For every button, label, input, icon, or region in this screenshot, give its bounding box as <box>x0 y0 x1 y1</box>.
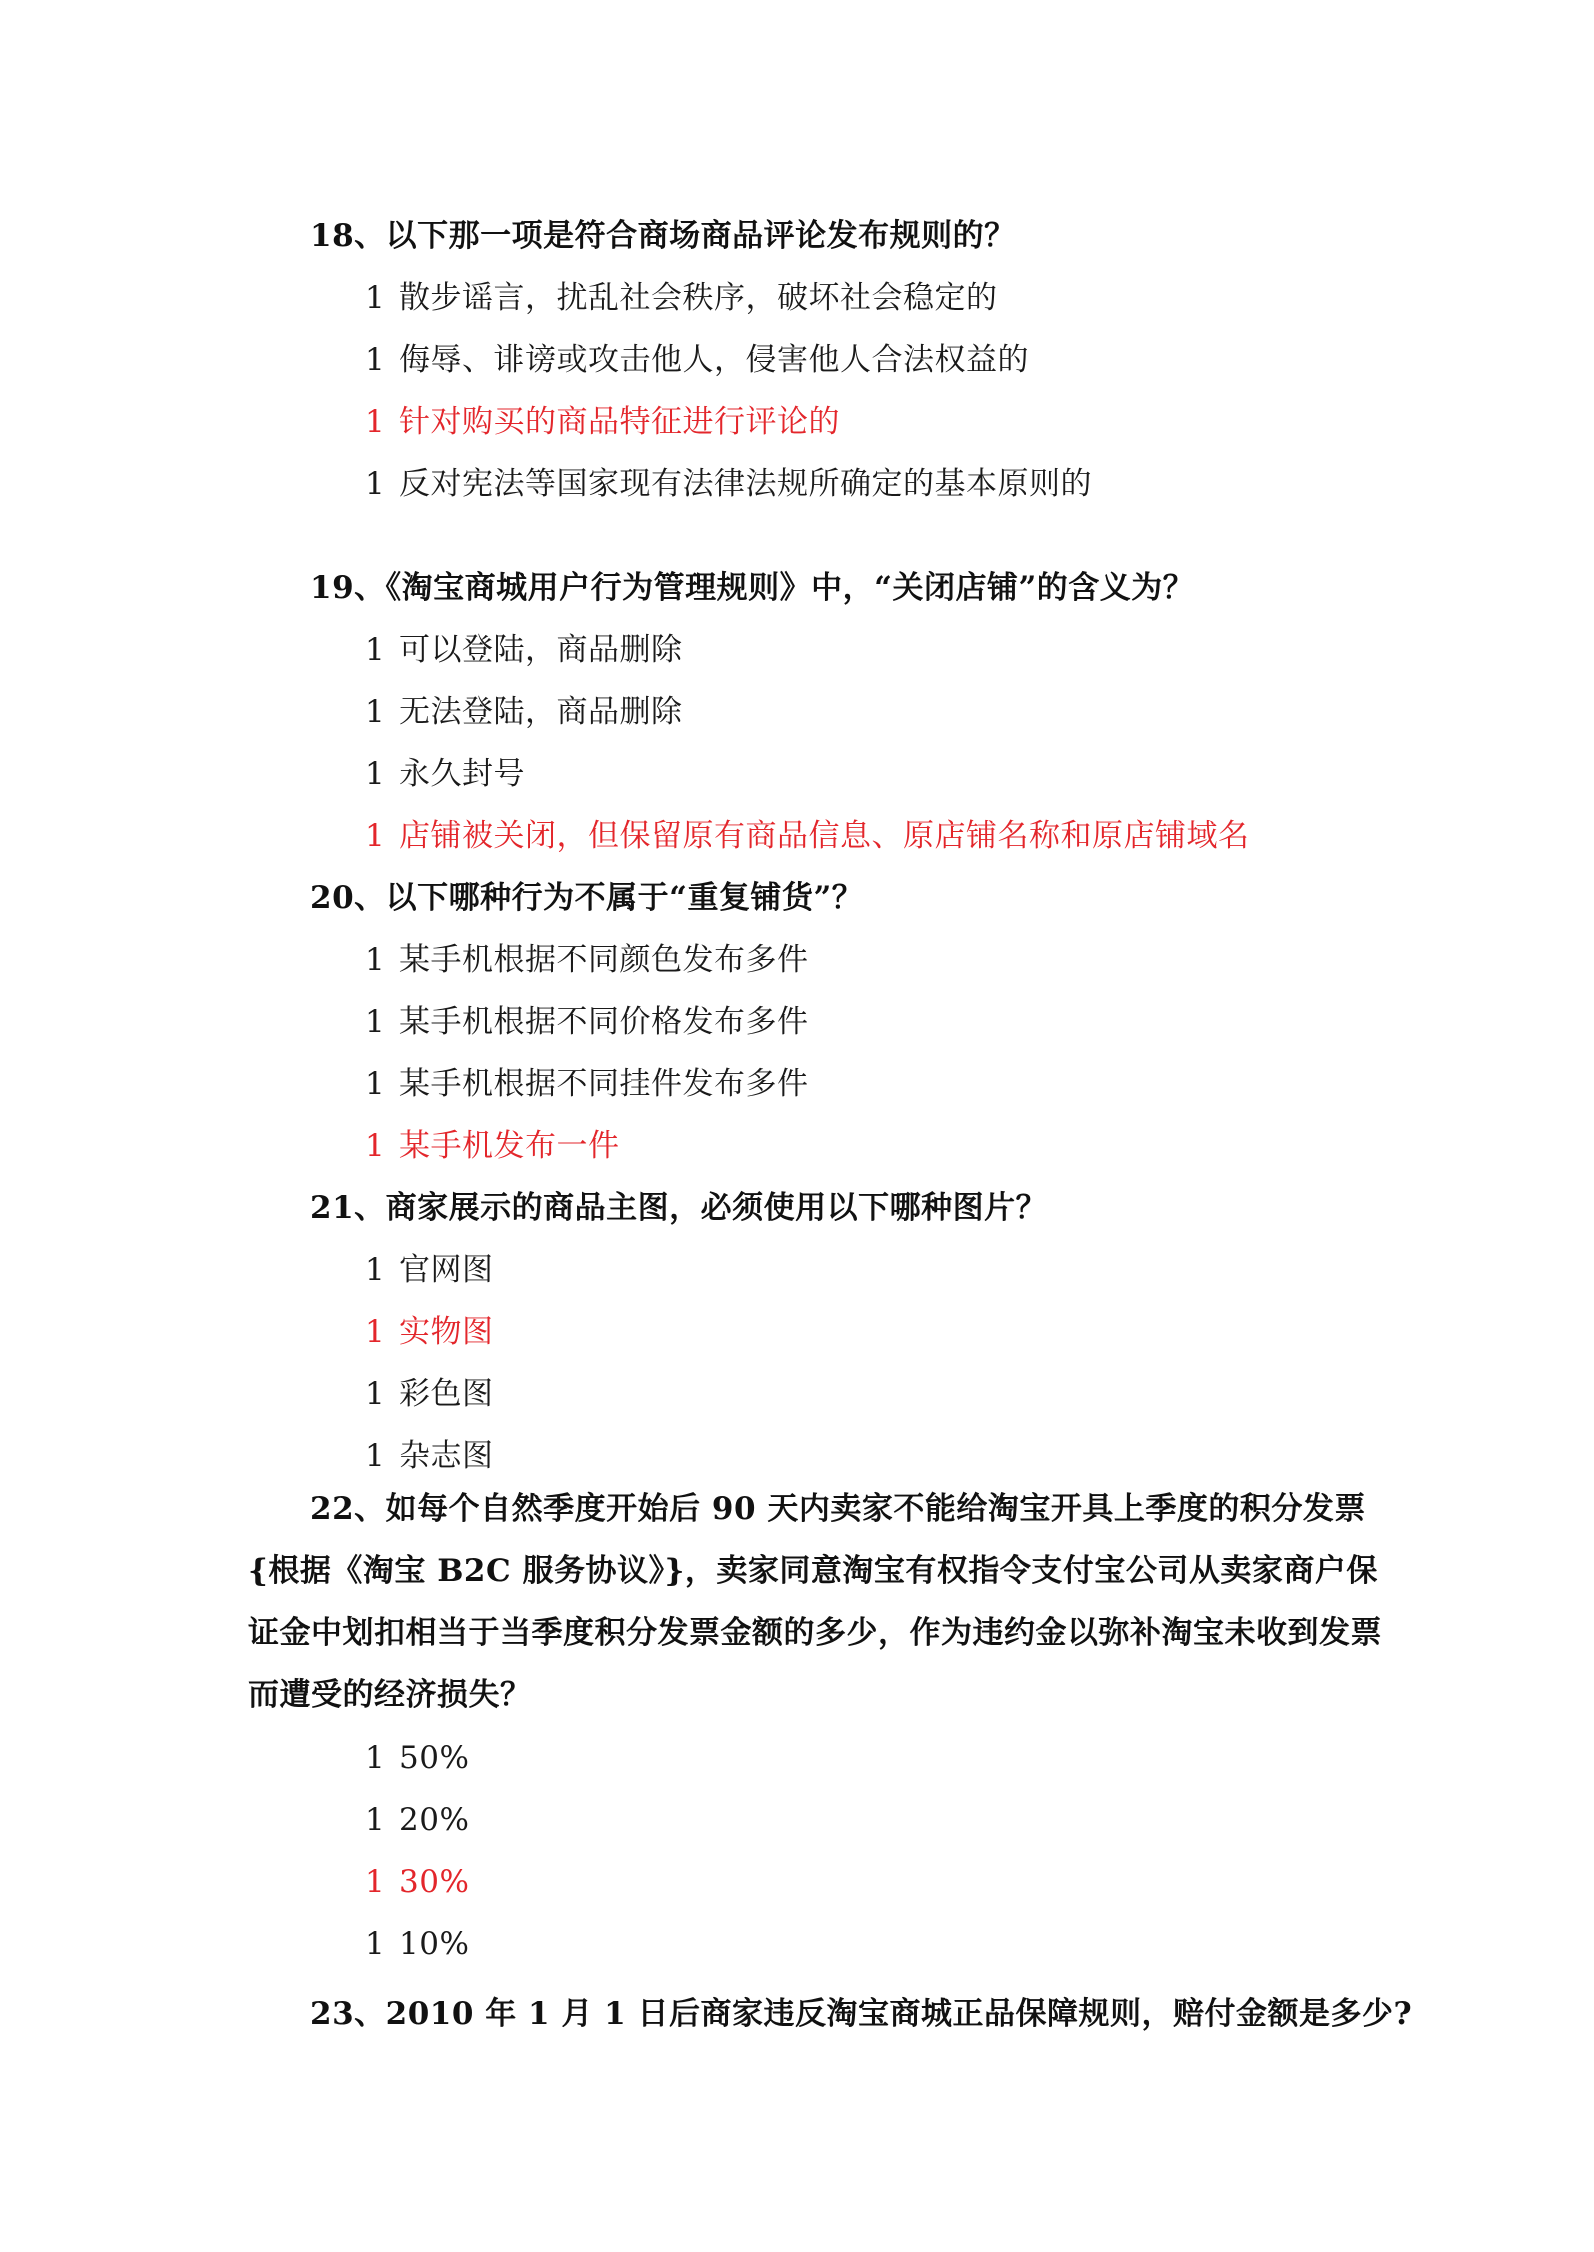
question-18-option-4 <box>365 458 1092 503</box>
option-text: 反对宪法等国家现有法律法规所确定的基本原则的 <box>399 466 1092 502</box>
question-19-option-4-correct <box>365 810 1250 855</box>
option-text: 20% <box>399 1802 470 1838</box>
option-text: 杂志图 <box>399 1438 494 1474</box>
option-text: 某手机发布一件 <box>399 1128 620 1164</box>
option-bullet: 1 <box>365 818 386 854</box>
option-bullet: 1 <box>365 1864 386 1900</box>
option-bullet: 1 <box>365 404 386 440</box>
option-text: 侮辱、诽谤或攻击他人，侵害他人合法权益的 <box>399 342 1029 378</box>
option-bullet: 1 <box>365 756 386 792</box>
question-20-option-2 <box>365 996 809 1041</box>
option-bullet: 1 <box>365 694 386 730</box>
question-21-option-4 <box>365 1430 494 1475</box>
option-text: 无法登陆，商品删除 <box>399 694 683 730</box>
option-text: 散步谣言，扰乱社会秩序，破坏社会稳定的 <box>399 280 998 316</box>
option-text: 某手机根据不同颜色发布多件 <box>399 942 809 978</box>
question-21-title: 21、商家展示的商品主图，必须使用以下哪种图片？ <box>310 1190 1048 1226</box>
option-bullet: 1 <box>365 1926 386 1962</box>
option-text: 可以登陆，商品删除 <box>399 632 683 668</box>
question-18-option-3-correct <box>365 396 840 441</box>
option-bullet: 1 <box>365 1438 386 1474</box>
option-text: 某手机根据不同价格发布多件 <box>399 1004 809 1040</box>
option-bullet: 1 <box>365 1004 386 1040</box>
option-text: 官网图 <box>399 1252 494 1288</box>
question-22-option-2 <box>365 1802 469 1838</box>
question-22-option-4 <box>365 1926 469 1962</box>
option-bullet: 1 <box>365 280 386 316</box>
option-text: 50% <box>399 1740 470 1776</box>
option-text: 10% <box>399 1926 470 1962</box>
question-20-option-3 <box>365 1058 809 1103</box>
option-bullet: 1 <box>365 1314 386 1350</box>
question-21-option-2-correct <box>365 1306 494 1351</box>
question-18-option-1 <box>365 272 998 317</box>
question-23-title: 23、2010 年 1 月 1 日后商家违反淘宝商城正品保障规则，赔付金额是多少? <box>310 1996 1413 2032</box>
option-text: 30% <box>399 1864 470 1900</box>
option-bullet: 1 <box>365 1740 386 1776</box>
option-bullet: 1 <box>365 342 386 378</box>
option-bullet: 1 <box>365 942 386 978</box>
option-bullet: 1 <box>365 1802 386 1838</box>
question-21-option-1 <box>365 1244 494 1289</box>
question-19-option-2 <box>365 686 683 731</box>
option-text: 永久封号 <box>399 756 525 792</box>
option-text: 某手机根据不同挂件发布多件 <box>399 1066 809 1102</box>
question-21-option-3 <box>365 1368 494 1413</box>
option-bullet: 1 <box>365 466 386 502</box>
option-text: 实物图 <box>399 1314 494 1350</box>
question-19-title: 19、《淘宝商城用户行为管理规则》中，“关闭店铺”的含义为？ <box>310 570 1195 606</box>
option-bullet: 1 <box>365 1252 386 1288</box>
option-bullet: 1 <box>365 1066 386 1102</box>
option-bullet: 1 <box>365 1376 386 1412</box>
question-18-option-2 <box>365 334 1029 379</box>
question-20-title: 20、以下哪种行为不属于“重复铺货”？ <box>310 880 864 916</box>
question-20-option-4-correct <box>365 1120 620 1165</box>
question-18-title: 18、以下那一项是符合商场商品评论发布规则的？ <box>310 218 1016 254</box>
question-19-option-3 <box>365 748 525 793</box>
question-22-option-3-correct <box>365 1864 469 1900</box>
option-text: 针对购买的商品特征进行评论的 <box>399 404 840 440</box>
option-bullet: 1 <box>365 632 386 668</box>
option-text: 店铺被关闭，但保留原有商品信息、原店铺名称和原店铺域名 <box>399 818 1250 854</box>
question-20-option-1 <box>365 934 809 979</box>
option-bullet: 1 <box>365 1128 386 1164</box>
question-22-title: 22、如每个自然季度开始后 90 天内卖家不能给淘宝开具上季度的积分发票{根据《淘宝 B2C 服务协议》}，卖家同意淘宝有权指令支付宝公司从卖家商户保证金中划扣相当于当季度积分发票金额的多少，作为违约金以弥补淘宝未收到发票而遭受的经济损失？ <box>248 1491 1382 1713</box>
question-22-option-1 <box>365 1740 469 1776</box>
question-19-option-1 <box>365 624 683 669</box>
option-text: 彩色图 <box>399 1376 494 1412</box>
